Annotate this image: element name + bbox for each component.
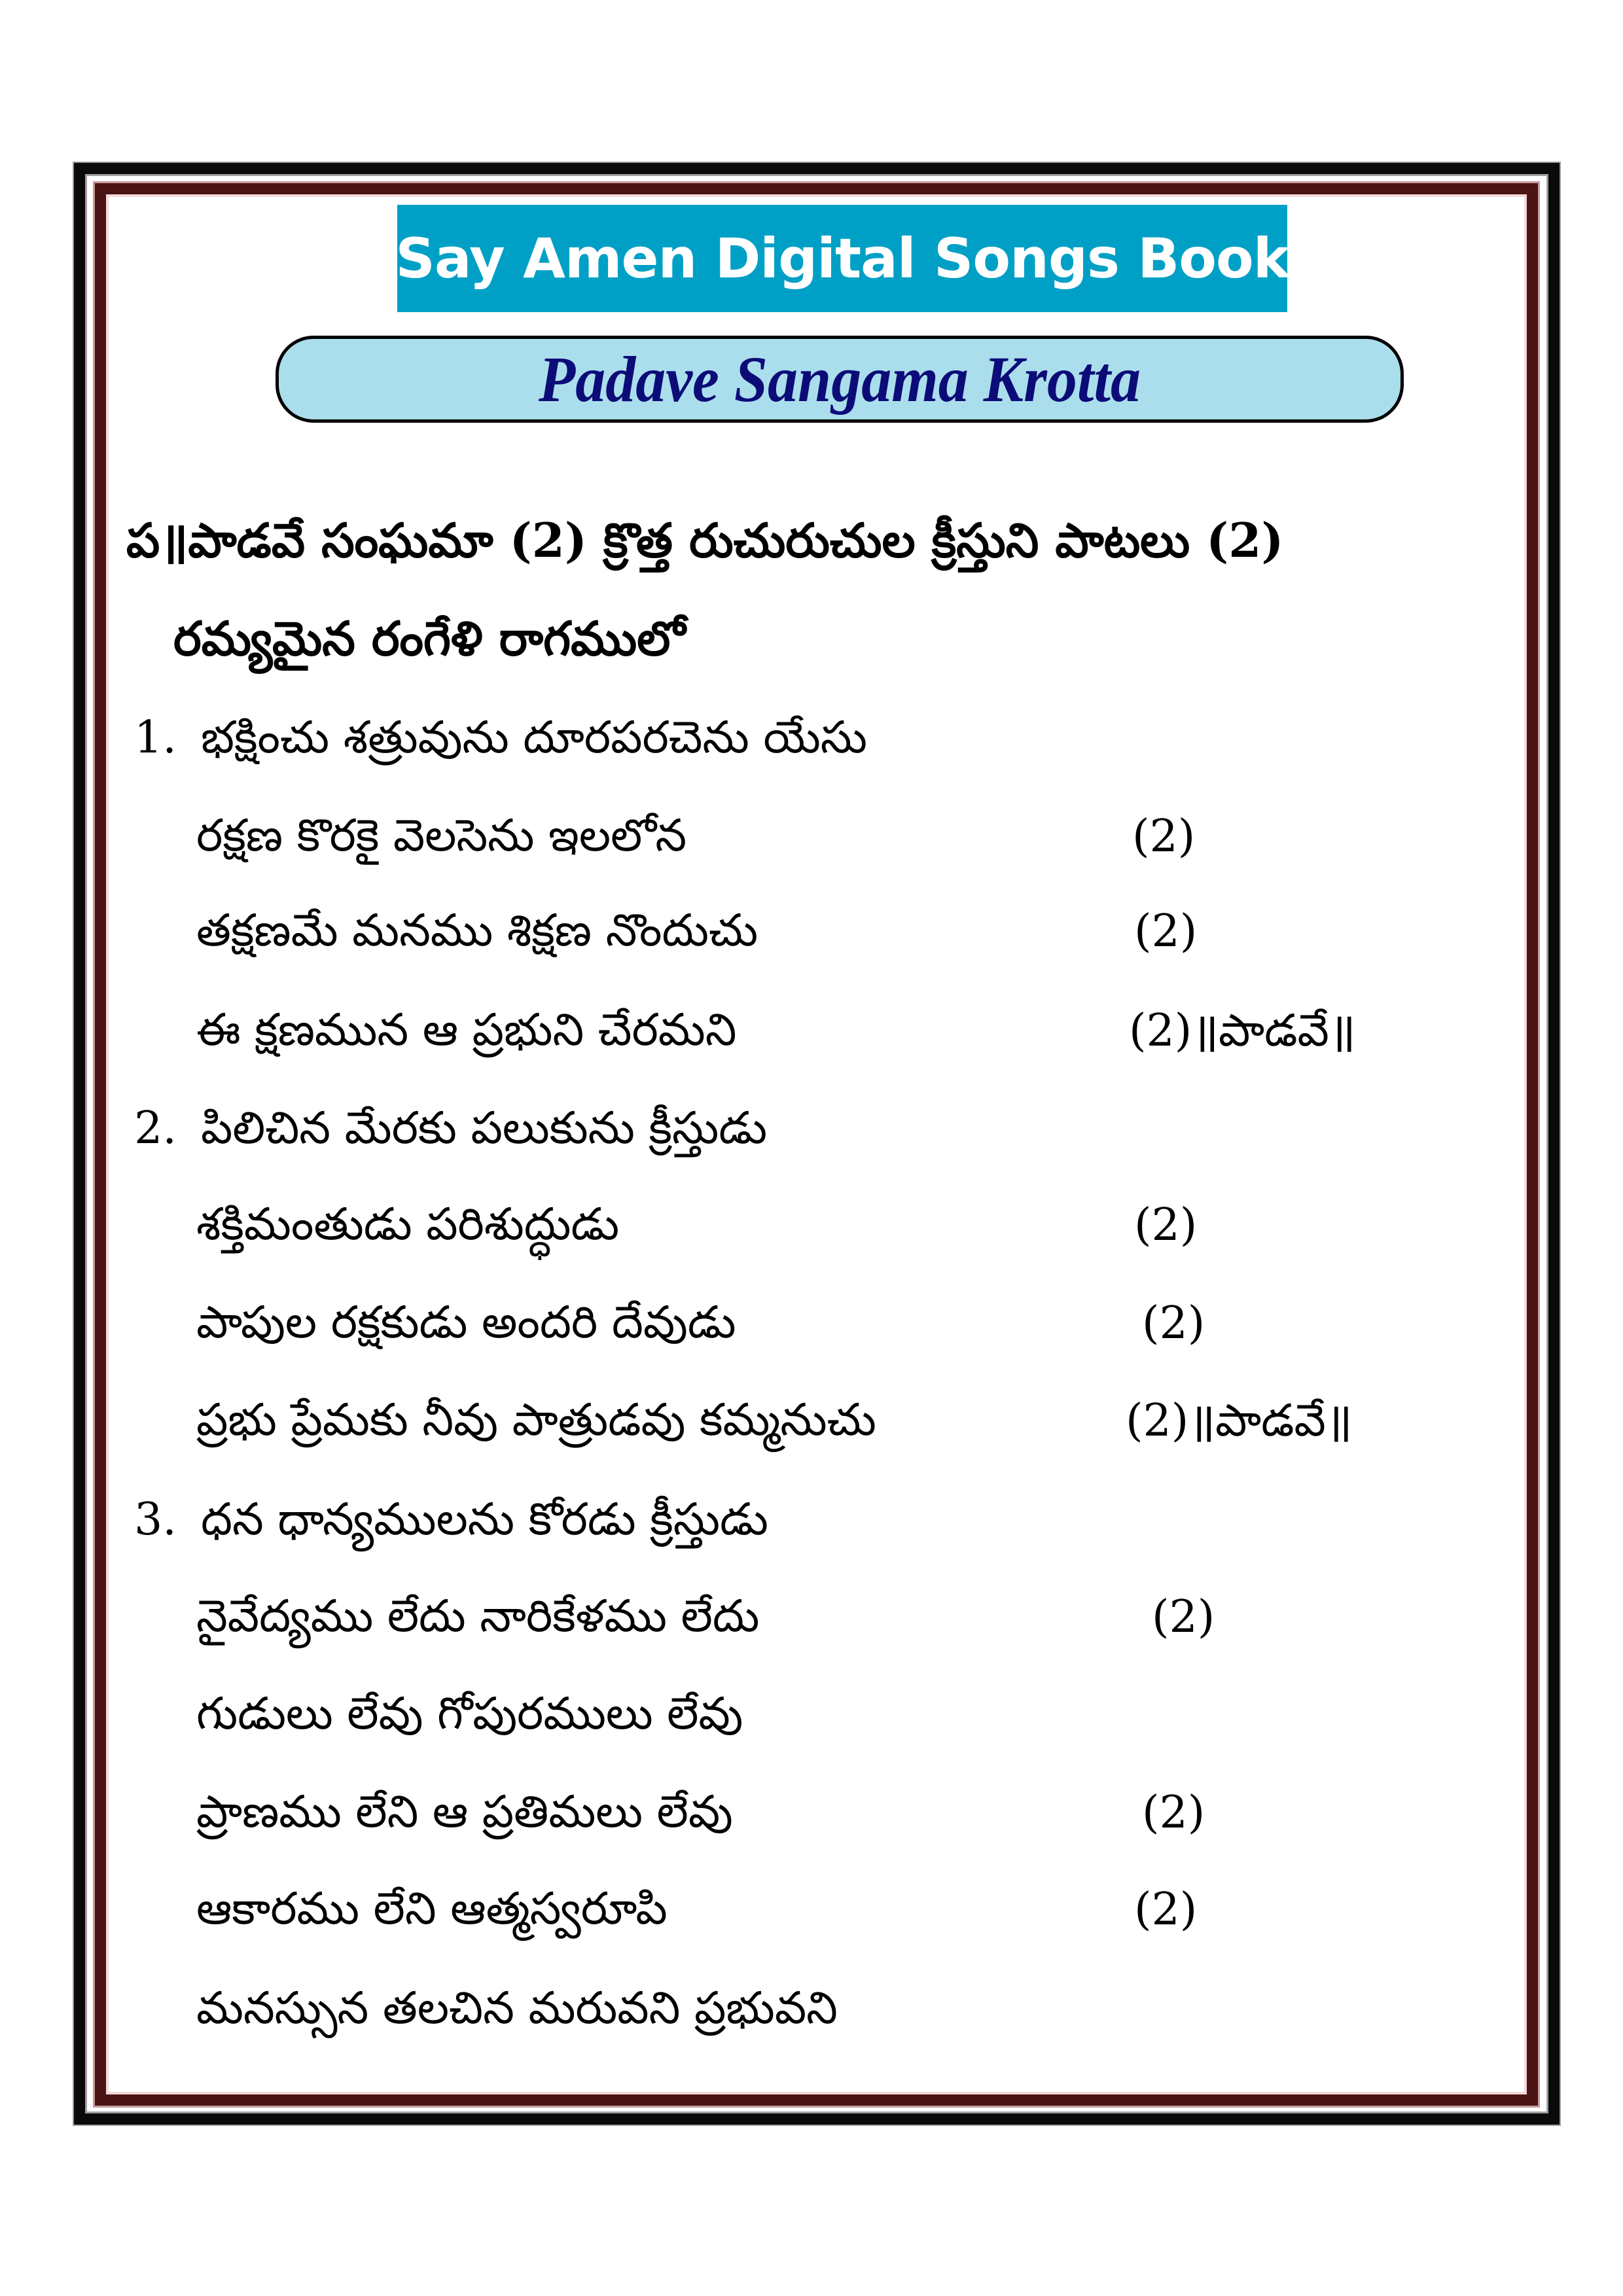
repeat-marker: (2): [1134, 1199, 1198, 1251]
lyric-text: శక్తిమంతుడు పరిశుద్ధుడు: [196, 1199, 620, 1250]
chorus-line-1: [126, 501, 1283, 580]
stanza-3-line-4: [196, 1773, 733, 1852]
repeat-marker-chorus-cue: (2)॥పాడవే॥: [1126, 1395, 1353, 1447]
lyric-text: ఆకారము లేని ఆత్మస్వరూపి: [196, 1883, 668, 1935]
stanza-3-line-2: [196, 1578, 759, 1656]
lyric-text: భక్షించు శత్రువును దూరపరచెను యేసు: [201, 712, 868, 764]
stanza-3-line-3: [196, 1675, 743, 1754]
stanza-1-line-2: [196, 797, 687, 875]
stanza-1-line-1: [134, 699, 867, 777]
stanza-2-line-1: [134, 1089, 767, 1168]
lyric-text: ఈ క్షణమున ఆ ప్రభుని చేరమని: [196, 1004, 737, 1056]
lyric-text: నైవేద్యము లేదు నారికేళము లేదు: [196, 1591, 760, 1642]
chorus-line-2: [173, 599, 685, 678]
repeat-marker: (2): [1132, 811, 1196, 862]
lyric-text: ధన ధాన్యములను కోరడు క్రీస్తుడు: [201, 1494, 768, 1545]
stanza-3-line-1: [134, 1481, 768, 1559]
repeat-marker: (2): [1142, 1298, 1205, 1349]
lyric-text: మనస్సున తలచిన మరువని ప్రభువని: [196, 1983, 838, 2034]
stanza-1-line-4: [196, 991, 737, 1070]
repeat-marker: (2): [1142, 1787, 1205, 1839]
stanza-3-line-6: [196, 1969, 838, 2048]
chorus-text: రమ్యమైన రంగేళి రాగములో: [173, 610, 686, 666]
stanza-2-line-2: [196, 1186, 619, 1264]
book-title-banner: [397, 205, 1287, 312]
repeat-marker: (2): [1152, 1591, 1215, 1643]
stanza-number: 1.: [134, 712, 177, 764]
lyric-text: రక్షణ కొరకై వెలసెను ఇలలోన: [196, 810, 687, 862]
repeat-marker-chorus-cue: (2)॥పాడవే॥: [1129, 1005, 1356, 1057]
lyric-text: పాపుల రక్షకుడు అందరి దేవుడు: [196, 1297, 736, 1349]
book-title: Say Amen Digital Songs Book: [395, 226, 1289, 291]
lyric-text: తక్షణమే మనము శిక్షణ నొందుచు: [196, 905, 758, 957]
repeat-marker: (2): [1134, 1884, 1198, 1935]
chorus-text: ప॥పాడవే సంఘమా (2) క్రొత్త రుచురుచుల క్రీస్తుని పాటలు (2): [126, 512, 1284, 568]
lyric-text: పిలిచిన మేరకు పలుకును క్రీస్తుడు: [201, 1103, 768, 1154]
song-title-pill: [276, 336, 1404, 423]
stanza-number: 2.: [134, 1103, 177, 1154]
stanza-3-line-5: [196, 1870, 668, 1949]
stanza-1-line-3: [196, 892, 758, 970]
stanza-2-line-3: [196, 1284, 736, 1362]
stanza-number: 3.: [134, 1494, 177, 1545]
repeat-marker: (2): [1134, 906, 1198, 957]
lyric-text: ప్రాణము లేని ఆ ప్రతిమలు లేవు: [196, 1786, 733, 1838]
lyric-text: ప్రభు ప్రేమకు నీవు పాత్రుడవు కమ్మనుచు: [196, 1394, 876, 1446]
song-title: Padave Sangama Krotta: [538, 343, 1141, 415]
stanza-2-line-4: [196, 1381, 876, 1460]
lyric-text: గుడులు లేవు గోపురములు లేవు: [196, 1688, 743, 1740]
